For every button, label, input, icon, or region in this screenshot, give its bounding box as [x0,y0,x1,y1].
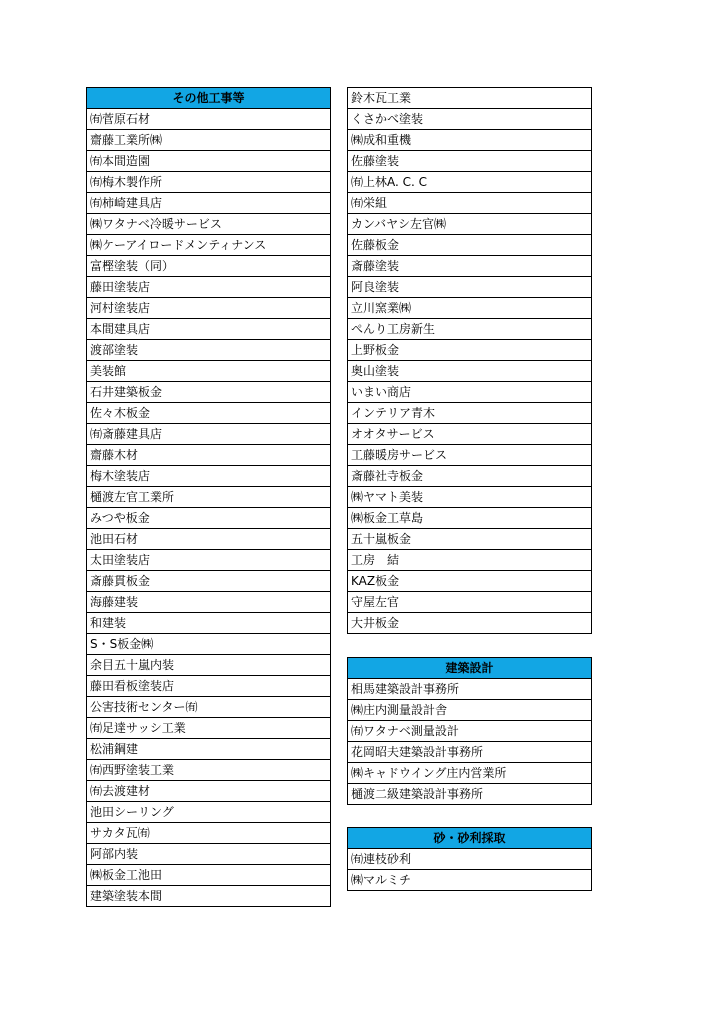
company-name-cell: 斎藤貫板金 [87,571,331,592]
table-row [87,739,331,760]
table-row [87,676,331,697]
company-name-cell: ㈲梅木製作所 [87,172,331,193]
architectural-design-table [347,657,592,805]
table-row [348,700,592,721]
company-name-cell: ㈱ヤマト美装 [348,487,592,508]
table-row [87,571,331,592]
company-name-cell: 池田石材 [87,529,331,550]
table-row [348,172,592,193]
company-name-cell: 樋渡左官工業所 [87,487,331,508]
company-name-cell: ㈱板金工池田 [87,865,331,886]
table-row [87,424,331,445]
company-name-cell: 太田塗装店 [87,550,331,571]
table-row [87,508,331,529]
table-row [87,256,331,277]
company-name-cell: 上野板金 [348,340,592,361]
company-name-cell: ㈱キャドウイング庄内営業所 [348,763,592,784]
table-row [87,277,331,298]
table-row [87,718,331,739]
company-name-cell: 工房 結 [348,550,592,571]
table-row [87,319,331,340]
table-row [87,550,331,571]
table-row [348,763,592,784]
company-name-cell: 相馬建築設計事務所 [348,679,592,700]
company-name-cell: 大井板金 [348,613,592,634]
table-row [87,172,331,193]
company-name-cell: 渡部塗装 [87,340,331,361]
company-name-cell: 佐藤板金 [348,235,592,256]
table-row [348,466,592,487]
company-name-cell: 奥山塗装 [348,361,592,382]
table-row [348,130,592,151]
company-name-cell: 松浦鋼建 [87,739,331,760]
table-row [87,634,331,655]
table-row [348,109,592,130]
company-name-cell: 建築塗装本間 [87,886,331,907]
table-row [348,870,592,891]
table-row [348,403,592,424]
table-row [348,487,592,508]
table-row [348,361,592,382]
company-name-cell: S・S板金㈱ [87,634,331,655]
table-row [348,235,592,256]
company-name-cell: 阿良塗装 [348,277,592,298]
table-row [348,340,592,361]
company-name-cell: ㈲菅原石材 [87,109,331,130]
table-row [87,109,331,130]
company-name-cell: 海藤建装 [87,592,331,613]
table-row [348,382,592,403]
company-name-cell: 守屋左官 [348,592,592,613]
table-row [348,151,592,172]
table-row [87,340,331,361]
company-name-cell: 斎藤塗装 [348,256,592,277]
table-row [87,760,331,781]
table-row [87,298,331,319]
company-name-cell: ㈲西野塗装工業 [87,760,331,781]
table-header: その他工事等 [87,88,331,109]
company-name-cell: 藤田塗装店 [87,277,331,298]
company-name-cell: インテリア青木 [348,403,592,424]
company-name-cell: 鈴木瓦工業 [348,88,592,109]
table-row [87,613,331,634]
company-name-cell: ㈲足達サッシ工業 [87,718,331,739]
company-name-cell: 樋渡二級建築設計事務所 [348,784,592,805]
table-row [348,571,592,592]
company-name-cell: ㈱ワタナベ冷暖サービス [87,214,331,235]
table-row [87,130,331,151]
table-row [87,235,331,256]
table-row [87,151,331,172]
table-row [348,256,592,277]
table-row [348,613,592,634]
company-name-cell: 齋藤木材 [87,445,331,466]
table-header: 建築設計 [348,658,592,679]
company-name-cell: 公害技術センター㈲ [87,697,331,718]
company-name-cell: 佐々木板金 [87,403,331,424]
table-row [348,88,592,109]
table-row [348,550,592,571]
company-name-cell: 佐藤塗装 [348,151,592,172]
table-row [87,655,331,676]
company-name-cell: 本間建具店 [87,319,331,340]
table-row [348,849,592,870]
company-name-cell: カンバヤシ左官㈱ [348,214,592,235]
company-name-cell: ㈲本間造園 [87,151,331,172]
company-name-cell: ㈱マルミチ [348,870,592,891]
other-construction-continued-table [347,87,592,634]
company-name-cell: 斎藤社寺板金 [348,466,592,487]
table-row [348,193,592,214]
company-name-cell: ㈲上林A. C. C [348,172,592,193]
table-row [87,592,331,613]
company-name-cell: 齋藤工業所㈱ [87,130,331,151]
table-row [87,445,331,466]
company-name-cell: いまい商店 [348,382,592,403]
company-name-cell: 五十嵐板金 [348,529,592,550]
table-row [348,721,592,742]
table-row [348,742,592,763]
table-row [87,193,331,214]
company-name-cell: ㈲ワタナベ測量設計 [348,721,592,742]
company-name-cell: 工藤暖房サービス [348,445,592,466]
table-row [348,424,592,445]
table-row [87,865,331,886]
table-row [348,529,592,550]
table-row [87,382,331,403]
company-name-cell: 河村塗装店 [87,298,331,319]
company-name-cell: 立川窯業㈱ [348,298,592,319]
table-row [348,784,592,805]
company-name-cell: サカタ瓦㈲ [87,823,331,844]
company-name-cell: 余目五十嵐内装 [87,655,331,676]
company-name-cell: 藤田看板塗装店 [87,676,331,697]
company-name-cell: ㈱成和重機 [348,130,592,151]
company-name-cell: ㈱板金工草島 [348,508,592,529]
table-header: 砂・砂利採取 [348,828,592,849]
company-name-cell: 美装館 [87,361,331,382]
table-row [87,466,331,487]
table-row [348,679,592,700]
company-name-cell: ㈲斎藤建具店 [87,424,331,445]
company-name-cell: ㈲連枝砂利 [348,849,592,870]
table-row [348,298,592,319]
table-row [87,403,331,424]
company-name-cell: ぺんり工房新生 [348,319,592,340]
table-row [348,319,592,340]
company-name-cell: ㈲柿崎建具店 [87,193,331,214]
table-row [87,214,331,235]
company-name-cell: ㈱庄内測量設計舎 [348,700,592,721]
table-row [348,445,592,466]
company-name-cell: 梅木塗装店 [87,466,331,487]
company-name-cell: 阿部内装 [87,844,331,865]
company-name-cell: 和建装 [87,613,331,634]
table-row [87,529,331,550]
company-name-cell: 石井建築板金 [87,382,331,403]
company-name-cell: 池田シーリング [87,802,331,823]
table-row [87,781,331,802]
table-row [87,697,331,718]
company-name-cell: 富樫塗装（同） [87,256,331,277]
company-name-cell: ㈱ケーアイロードメンティナンス [87,235,331,256]
company-name-cell: くさかべ塗装 [348,109,592,130]
table-row [87,361,331,382]
table-row [87,844,331,865]
table-row [348,592,592,613]
company-name-cell: ㈲去渡建材 [87,781,331,802]
table-row [87,487,331,508]
other-construction-table [86,87,331,907]
gravel-extraction-table [347,827,592,891]
company-name-cell: ㈲栄組 [348,193,592,214]
company-name-cell: KAZ板金 [348,571,592,592]
table-row [348,214,592,235]
company-name-cell: 花岡昭夫建築設計事務所 [348,742,592,763]
table-row [87,802,331,823]
table-row [348,277,592,298]
table-row [348,508,592,529]
table-row [87,823,331,844]
company-name-cell: オオタサービス [348,424,592,445]
table-row [87,886,331,907]
company-name-cell: みつや板金 [87,508,331,529]
